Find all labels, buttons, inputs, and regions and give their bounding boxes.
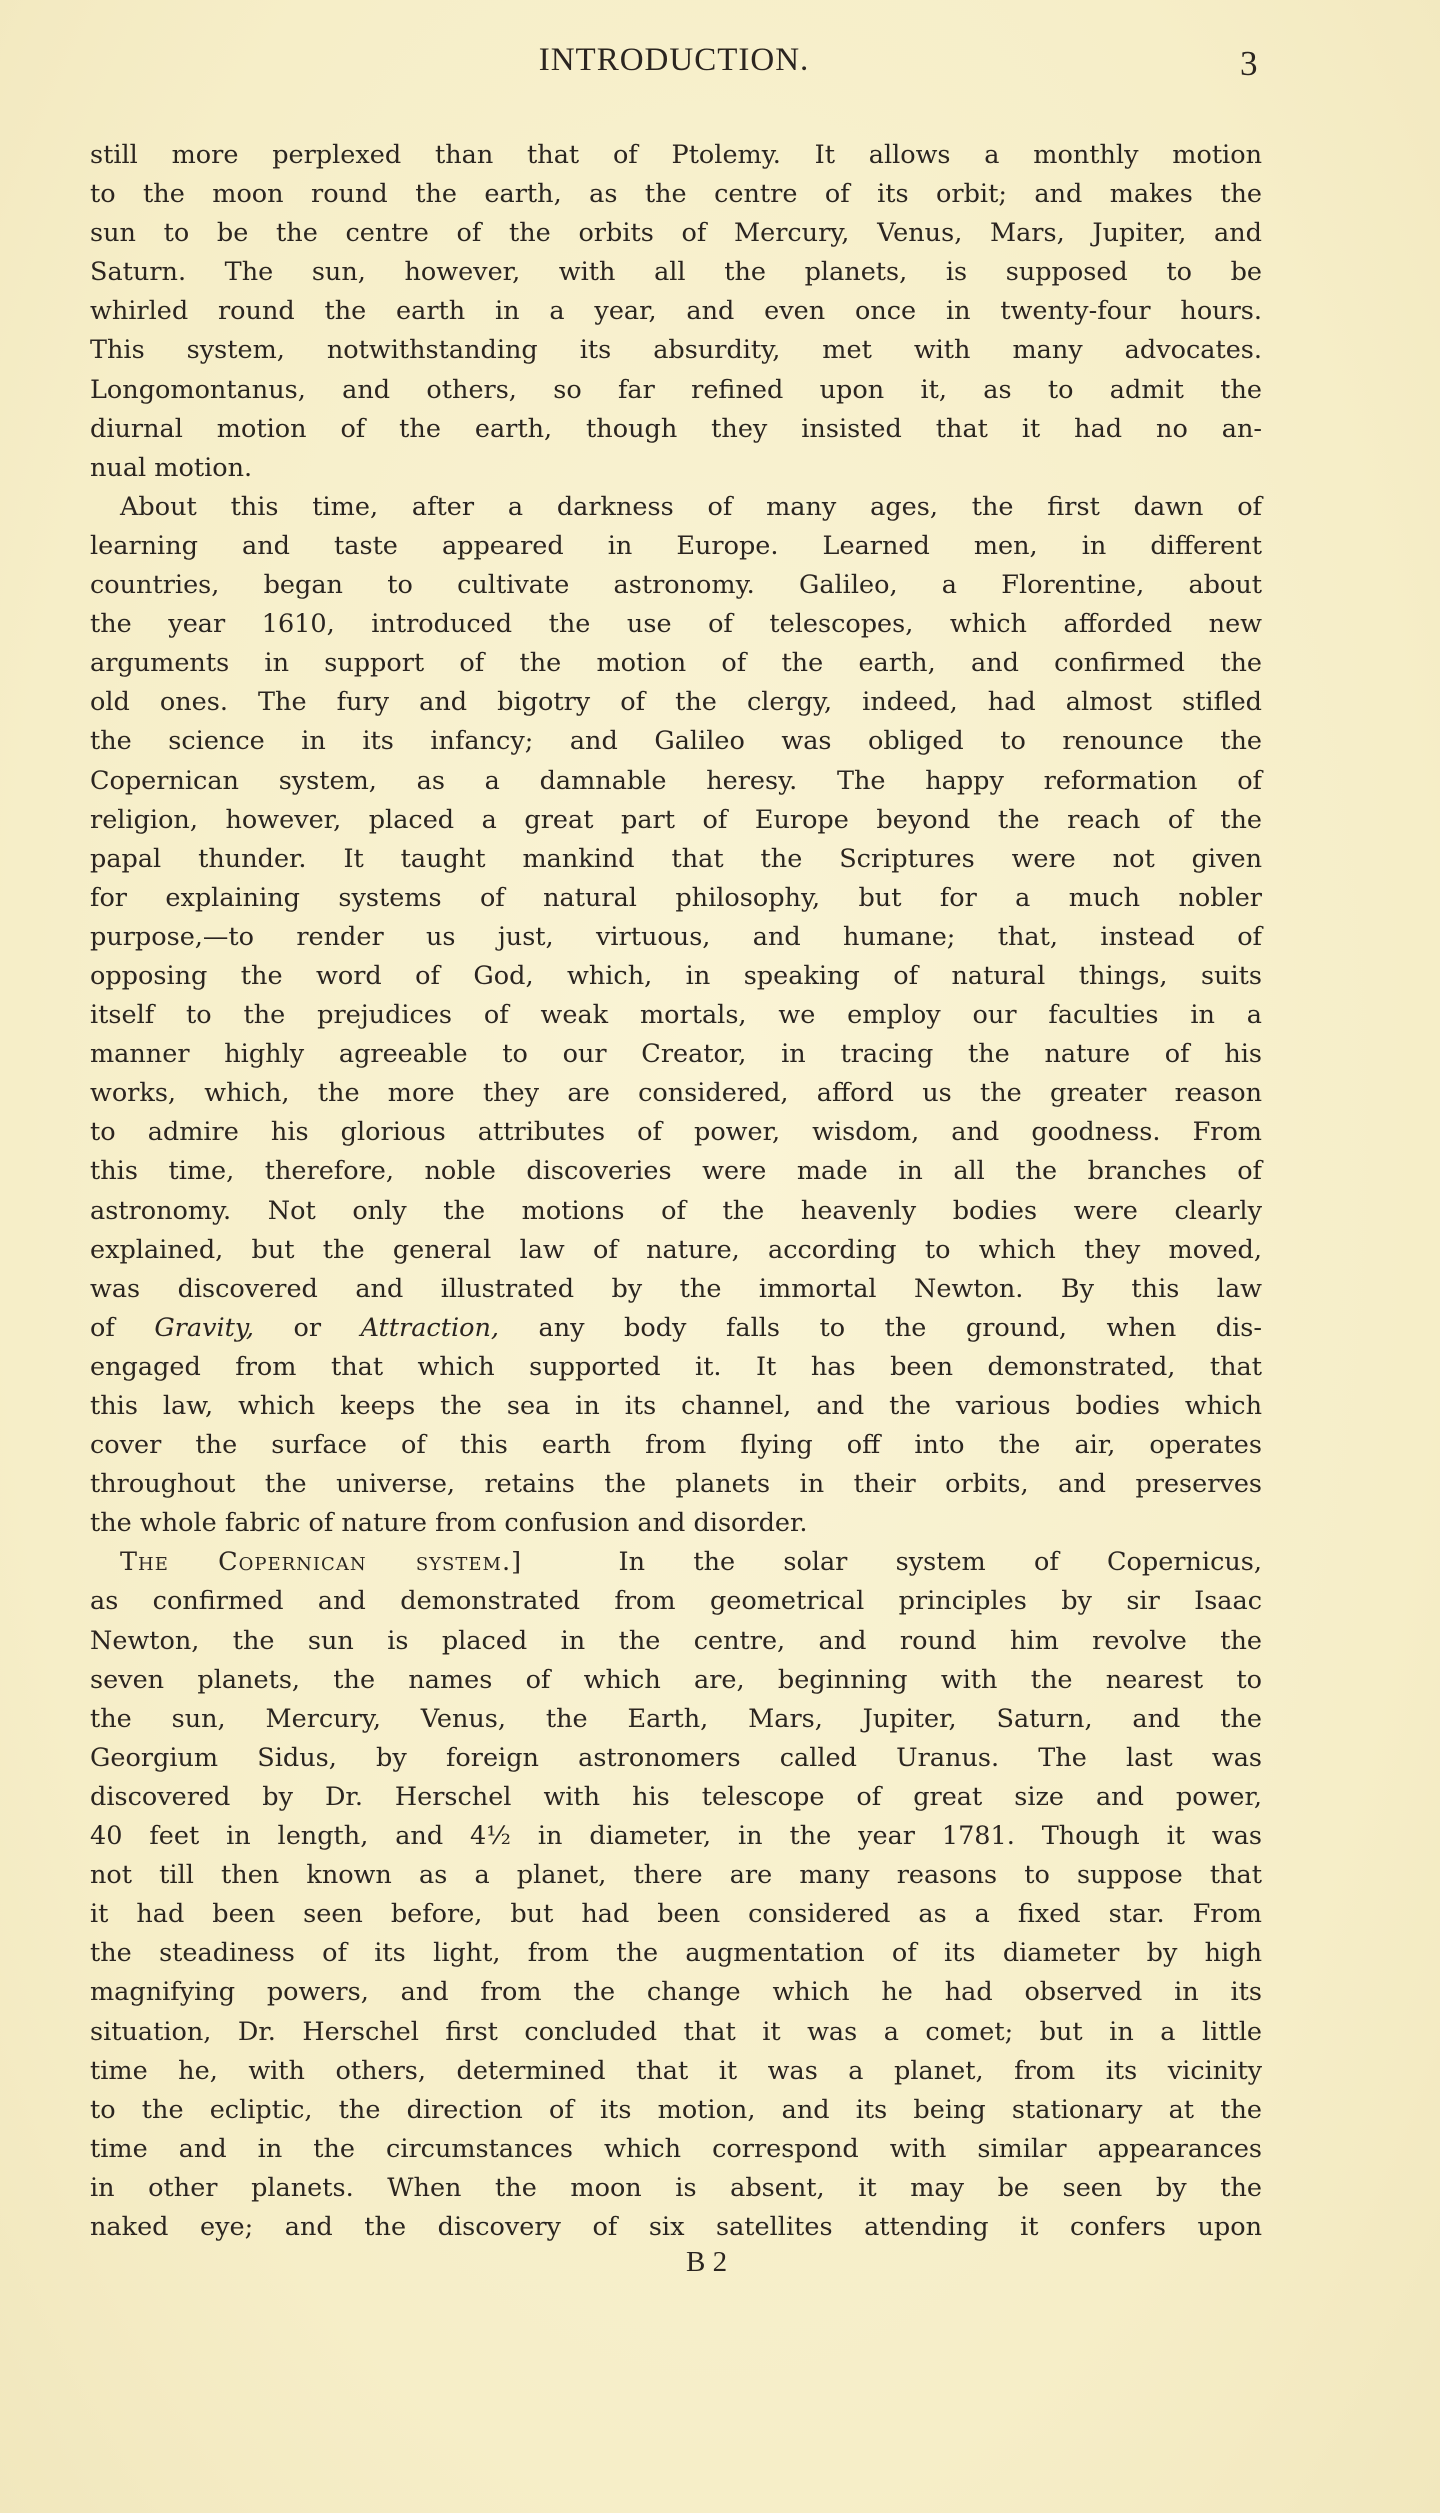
signature-mark: B 2 (686, 2246, 728, 2278)
text-line: explained, but the general law of nature, according to which they moved, (90, 1234, 1262, 1265)
text-line: 40 feet in length, and 4½ in diameter, in the year 1781. Though it was (90, 1821, 1262, 1852)
text-line: learning and taste appeared in Europe. Learned men, in different (90, 530, 1262, 561)
text-line: still more perplexed than that of Ptolemy. It allows a monthly motion (90, 140, 1262, 170)
text-segment: of (90, 1312, 155, 1343)
text-line: the whole fabric of nature from confusion and disorder. (90, 1508, 808, 1539)
text-line: as confirmed and demonstrated from geometrical principles by sir Isaac (90, 1586, 1262, 1617)
text-line: Georgium Sidus, by foreign astronomers called Uranus. The last was (90, 1742, 1262, 1773)
text-line: works, which, the more they are considered, afford us the greater reason (90, 1078, 1262, 1109)
text-segment: any body falls to the ground, when dis- (499, 1312, 1262, 1343)
text-line: engaged from that which supported it. It has been demonstrated, that (90, 1351, 1262, 1382)
italic-term: Gravity, (154, 1312, 255, 1343)
text-line: purpose,—to render us just, virtuous, and humane; that, instead of (90, 921, 1262, 952)
text-line: the science in its infancy; and Galileo was obliged to renounce the (90, 726, 1262, 757)
text-line: the steadiness of its light, from the augmentation of its diameter by high (90, 1938, 1262, 1969)
page-number: 3 (1240, 44, 1258, 83)
text-line: itself to the prejudices of weak mortals, we employ our faculties in a (90, 1000, 1262, 1031)
text-line: countries, began to cultivate astronomy. Galileo, a Florentine, about (90, 570, 1262, 601)
text-line: whirled round the earth in a year, and even once in twenty-four hours. (90, 296, 1262, 327)
text-line: cover the surface of this earth from flying off into the air, operates (90, 1430, 1262, 1461)
text-line (90, 1309, 1262, 1348)
text-line: to admire his glorious attributes of power, wisdom, and goodness. From (90, 1117, 1262, 1148)
text-line: to the moon round the earth, as the centre of its orbit; and makes the (90, 179, 1262, 210)
body-text (90, 136, 1262, 2247)
text-line: this time, therefore, noble discoveries were made in all the branches of (90, 1156, 1262, 1187)
text-segment: or (254, 1312, 361, 1343)
text-line: diurnal motion of the earth, though they insisted that it had no an- (90, 413, 1262, 444)
text-line: Copernican system, as a damnable heresy. The happy reformation of (90, 765, 1262, 796)
text-line: opposing the word of God, which, in speaking of natural things, suits (90, 960, 1262, 991)
text-line: for explaining systems of natural philosophy, but for a much nobler (90, 882, 1262, 913)
text-line: discovered by Dr. Herschel with his telescope of great size and power, (90, 1781, 1262, 1812)
running-head (0, 42, 1440, 86)
text-line: magnifying powers, and from the change which he had observed in its (90, 1977, 1262, 2008)
text-line: throughout the universe, retains the planets in their orbits, and preserves (90, 1469, 1262, 1500)
text-line: Saturn. The sun, however, with all the planets, is supposed to be (90, 257, 1262, 288)
text-line: Newton, the sun is placed in the centre, and round him revolve the (90, 1625, 1262, 1656)
text-line: time he, with others, determined that it was a planet, from its vicinity (90, 2055, 1262, 2086)
text-line: religion, however, placed a great part of Europe beyond the reach of the (90, 804, 1262, 835)
text-line: arguments in support of the motion of the earth, and confirmed the (90, 648, 1262, 679)
text-line: manner highly agreeable to our Creator, in tracing the nature of his (90, 1039, 1262, 1070)
text-line: it had been seen before, but had been considered as a fixed star. From (90, 1899, 1262, 1930)
text-line: the sun, Mercury, Venus, the Earth, Mars, Jupiter, Saturn, and the (90, 1703, 1262, 1734)
text-line: naked eye; and the discovery of six satellites attending it confers upon (90, 2211, 1262, 2242)
text-line: this law, which keeps the sea in its channel, and the various bodies which (90, 1391, 1262, 1421)
text-line: seven planets, the names of which are, beginning with the nearest to (90, 1664, 1262, 1695)
text-line: nual motion. (90, 452, 253, 483)
text-line: the year 1610, introduced the use of telescopes, which afforded new (90, 609, 1262, 640)
text-segment: In the solar system of Copernicus, (522, 1547, 1262, 1578)
text-line (90, 1543, 1262, 1582)
text-line: was discovered and illustrated by the immortal Newton. By this law (90, 1273, 1262, 1304)
text-line: situation, Dr. Herschel first concluded that it was a comet; but in a little (90, 2016, 1262, 2047)
text-line: astronomy. Not only the motions of the heavenly bodies were clearly (90, 1195, 1262, 1226)
running-head-title: INTRODUCTION. (538, 42, 810, 78)
text-line: old ones. The fury and bigotry of the clergy, indeed, had almost stifled (90, 687, 1262, 718)
text-line: This system, notwithstanding its absurdity, met with many advocates. (90, 335, 1262, 366)
italic-term: Attraction, (360, 1312, 499, 1343)
section-heading: The Copernican system.] (120, 1547, 523, 1578)
text-line: sun to be the centre of the orbits of Mercury, Venus, Mars, Jupiter, and (90, 218, 1262, 249)
text-line: Longomontanus, and others, so far refined upon it, as to admit the (90, 374, 1262, 405)
text-line: time and in the circumstances which correspond with similar appearances (90, 2133, 1262, 2164)
text-line: not till then known as a planet, there are many reasons to suppose that (90, 1860, 1262, 1891)
text-line: About this time, after a darkness of many ages, the first dawn of (120, 491, 1262, 522)
text-line: papal thunder. It taught mankind that the Scriptures were not given (90, 843, 1262, 874)
text-line: in other planets. When the moon is absent, it may be seen by the (90, 2172, 1262, 2203)
text-line: to the ecliptic, the direction of its motion, and its being stationary at the (90, 2094, 1262, 2125)
